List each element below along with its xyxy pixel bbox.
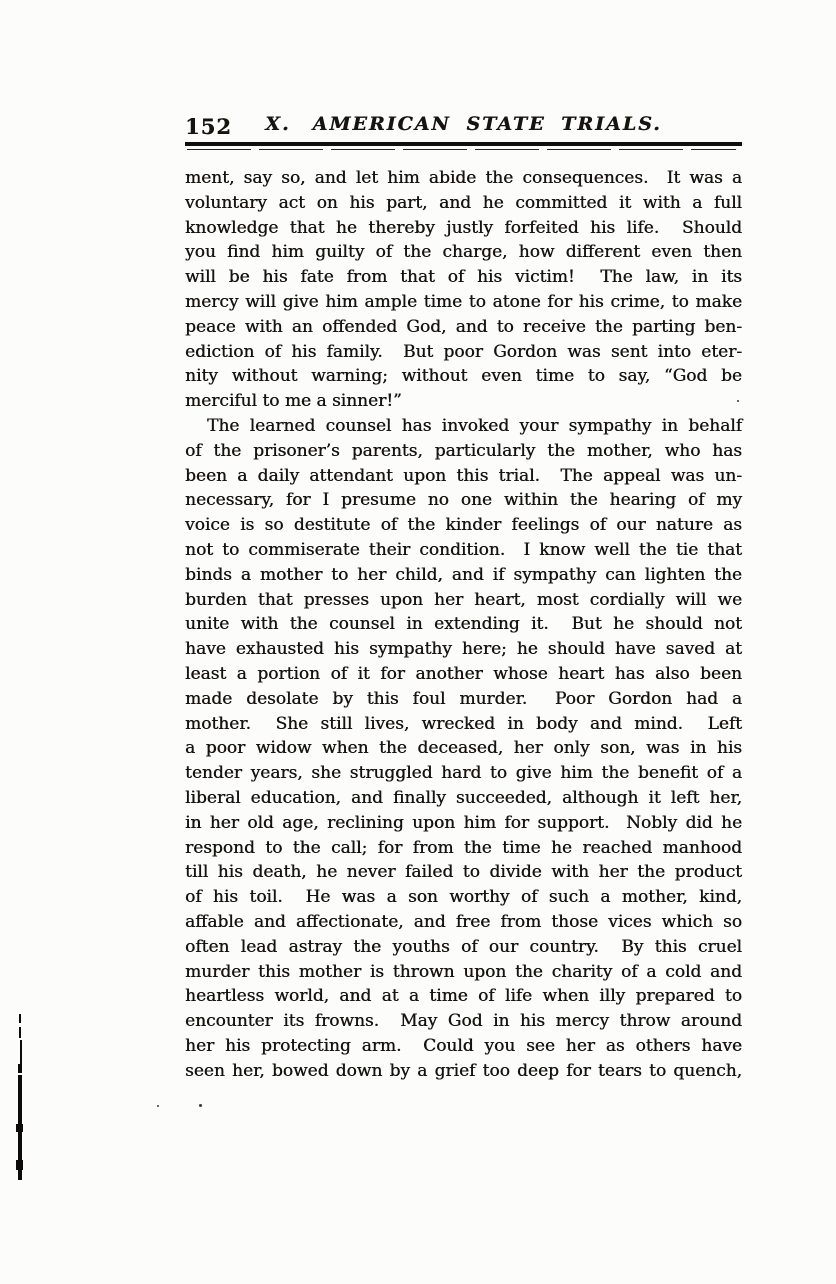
text-line: ment, say so, and let him abide the consequences. It was a — [185, 168, 742, 188]
scan-speck — [199, 1104, 202, 1107]
running-header-title — [185, 113, 742, 135]
running-header-text: AMERICAN STATE TRIALS. — [312, 113, 662, 135]
text-line: heartless world, and at a time of life when illy prepared to — [185, 986, 742, 1007]
text-line: till his death, he never failed to divide with her the product — [185, 862, 742, 883]
scan-artifact-thin-line — [20, 1040, 22, 1064]
text-line: respond to the call; for from the time he reached manhood — [185, 837, 742, 858]
scan-artifact-blob — [18, 1064, 22, 1073]
scan-artifact-dash — [19, 1027, 21, 1038]
text-line: her his protecting arm. Could you see her as others have — [185, 1035, 742, 1056]
text-line: been a daily attendant upon this trial. The appeal was un- — [185, 465, 742, 486]
text-line: tender years, she struggled hard to give him the benefit of a — [185, 763, 742, 784]
text-line: unite with the counsel in extending it. But he should not — [185, 614, 742, 635]
scan-artifact-bump — [16, 1124, 23, 1132]
text-line: peace with an offended God, and to receive the parting ben- — [185, 316, 742, 337]
text-line: made desolate by this foul murder. Poor Gordon had a — [185, 688, 742, 709]
text-line: nity without warning; without even time to say, “God be — [185, 366, 742, 387]
chapter-numeral: X. — [265, 113, 291, 135]
text-line: seen her, bowed down by a grief too deep for tears to quench, — [185, 1060, 742, 1081]
text-line: binds a mother to her child, and if sympathy can lighten the — [185, 564, 742, 585]
text-line: encounter its frowns. May God in his mercy throw around — [185, 1011, 742, 1032]
text-line: necessary, for I presume no one within the hearing of my — [185, 490, 742, 511]
text-line: of the prisoner’s parents, particularly the mother, who has — [185, 440, 742, 461]
scan-artifact-dash — [19, 1014, 21, 1023]
text-line: burden that presses upon her heart, most cordially will we — [185, 589, 742, 610]
text-line: voluntary act on his part, and he committed it with a full — [185, 192, 742, 213]
text-line: of his toil. He was a son worthy of such a mother, kind, — [185, 887, 742, 908]
running-header — [185, 113, 742, 139]
text-line: will be his fate from that of his victim! The law, in its — [185, 267, 742, 288]
text-line: a poor widow when the deceased, her only son, was in his — [185, 738, 742, 759]
text-line: you find him guilty of the charge, how different even then — [185, 242, 742, 263]
scan-speck — [157, 1105, 159, 1107]
text-line: mercy will give him ample time to atone for his crime, to make — [185, 291, 742, 312]
text-line: affable and affectionate, and free from those vices which so — [185, 911, 742, 932]
scan-artifact-bump — [16, 1160, 23, 1170]
scan-speck — [737, 400, 739, 402]
text-line: often lead astray the youths of our country. By this cruel — [185, 936, 742, 957]
text-line: murder this mother is thrown upon the charity of a cold and — [185, 961, 742, 982]
text-line: in her old age, reclining upon him for support. Nobly did he — [185, 812, 742, 833]
text-line: mother. She still lives, wrecked in body and mind. Left — [185, 713, 742, 734]
header-rule-thin — [187, 149, 736, 150]
page-body-text — [185, 166, 742, 1083]
text-line: ediction of his family. But poor Gordon was sent into eter- — [185, 341, 742, 362]
text-line: The learned counsel has invoked your sympathy in behalf — [207, 415, 742, 436]
text-line: least a portion of it for another whose heart has also been — [185, 663, 742, 684]
header-rule-thick — [185, 142, 742, 146]
text-line: liberal education, and finally succeeded, although it left her, — [185, 787, 742, 808]
text-line: merciful to me a sinner!” — [185, 391, 402, 412]
text-line: voice is so destitute of the kinder feelings of our nature as — [185, 515, 742, 536]
text-line: knowledge that he thereby justly forfeited his life. Should — [185, 217, 742, 238]
page-number: 152 — [185, 114, 232, 139]
text-line: not to commiserate their condition. I know well the tie that — [185, 539, 742, 560]
text-line: have exhausted his sympathy here; he should have saved at — [185, 639, 742, 660]
